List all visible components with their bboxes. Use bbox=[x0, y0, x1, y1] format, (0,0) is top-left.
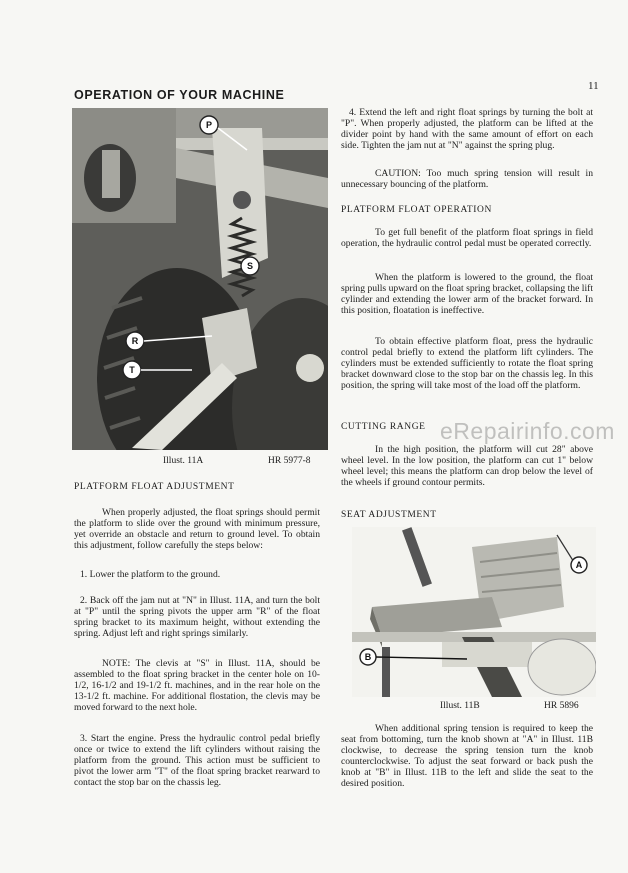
left-paragraph-intro: When properly adjusted, the float springs should permit the platform to slide over the ground with minimum pressure, yet override an obstacle and return to ground level. To obtain this adjustment, follow carefully the steps below: bbox=[74, 507, 320, 551]
heading-seat-adjustment: SEAT ADJUSTMENT bbox=[341, 510, 437, 520]
illust-11a-photo bbox=[72, 108, 328, 450]
left-paragraph-note: NOTE: The clevis at "S" in Illust. 11A, should be assembled to the float spring bracket in the center hole on 10-1/2, 16-1/2 and 19-1/2 ft. machines, and in the rear hole on the 13-1/2 ft. machine. For additional flostation, the clevis may be moved forward to the next hole. bbox=[74, 658, 320, 713]
watermark: eRepairinfo.com bbox=[440, 418, 615, 444]
callout-s bbox=[241, 257, 259, 275]
callout-b bbox=[360, 649, 376, 665]
callout-a bbox=[571, 557, 587, 573]
illust-11b-photo bbox=[352, 527, 596, 697]
page-number: 11 bbox=[588, 80, 599, 92]
right-paragraph-cutting-range: In the high position, the platform will cut 28" above wheel level. In the low position, the platform can cut 1" below wheel level; this means the platform can drop below the level of the wheels if ground contour permits. bbox=[341, 444, 593, 488]
svg-text:S: S bbox=[246, 261, 254, 271]
illust-11a-caption: Illust. 11A bbox=[163, 456, 204, 466]
callout-r bbox=[126, 332, 144, 350]
right-paragraph-float-1: To get full benefit of the platform float springs in field operation, the hydraulic control pedal must be operated correctly. bbox=[341, 227, 593, 249]
right-paragraph-caution: CAUTION: Too much spring tension will result in unnecessary bouncing of the platform. bbox=[341, 168, 593, 190]
right-paragraph-step4: 4. Extend the left and right float springs by turning the bolt at "P". When properly adjusted, the platform can be lifted at the divider point by hand with the same amount of effort on each side. Tighten the jam nut at "N" against the spring plug. bbox=[341, 107, 593, 151]
left-paragraph-step1: 1. Lower the platform to the ground. bbox=[80, 569, 221, 580]
illust-11a-ref: HR 5977-8 bbox=[268, 456, 311, 466]
seat-image bbox=[352, 527, 596, 697]
left-paragraph-step2: 2. Back off the jam nut at "N" in Illust. 11A, and turn the bolt at "P" until the spring pivots the upper arm "R" of the float spring bracket to its maximum height, without extending the spring. Adjust left and right springs similarly. bbox=[74, 595, 320, 639]
svg-text:B: B bbox=[364, 652, 372, 662]
illust-11b-ref: HR 5896 bbox=[544, 701, 579, 711]
callout-p bbox=[200, 116, 218, 134]
left-paragraph-step3: 3. Start the engine. Press the hydraulic control pedal briefly once or twice to extend the lift cylinders without raising the platform from the ground. This action must be sufficient to pivot the lower arm "T" of the float spring bracket rearward to contact the stop bar on the chassis leg. bbox=[74, 733, 320, 788]
right-paragraph-float-3: To obtain effective platform float, press the hydraulic control pedal briefly to extend the platform lift cylinders. The cylinders must be extended sufficiently to rotate the float spring bracket downward close to the stop bar on the chassis leg. In this position, the spring will take most of the load off the platform. bbox=[341, 336, 593, 391]
callout-t bbox=[123, 361, 141, 379]
svg-text:R: R bbox=[131, 336, 139, 346]
illust-11b-caption: Illust. 11B bbox=[440, 701, 480, 711]
machine-float-spring-image bbox=[72, 108, 328, 450]
right-paragraph-float-2: When the platform is lowered to the ground, the float spring pulls upward on the float spring bracket, collapsing the lift cylinder and extending the lower arm of the bracket forward. In this position, floatation is ineffective. bbox=[341, 272, 593, 316]
svg-text:P: P bbox=[205, 120, 213, 130]
svg-text:A: A bbox=[575, 560, 583, 570]
heading-platform-float-operation: PLATFORM FLOAT OPERATION bbox=[341, 205, 492, 215]
page-title: OPERATION OF YOUR MACHINE bbox=[74, 88, 285, 102]
svg-text:T: T bbox=[129, 365, 135, 375]
heading-cutting-range: CUTTING RANGE bbox=[341, 422, 426, 432]
right-paragraph-seat: When additional spring tension is required to keep the seat from bottoming, turn the knob shown at "A" in Illust. 11B clockwise, to decrease the spring tension turn the knob counterclockwise. To adjust the seat forward or back push the knob at "B" in Illust. 11B to the left and slide the seat to the desired position. bbox=[341, 723, 593, 789]
heading-platform-float-adjustment: PLATFORM FLOAT ADJUSTMENT bbox=[74, 482, 235, 492]
